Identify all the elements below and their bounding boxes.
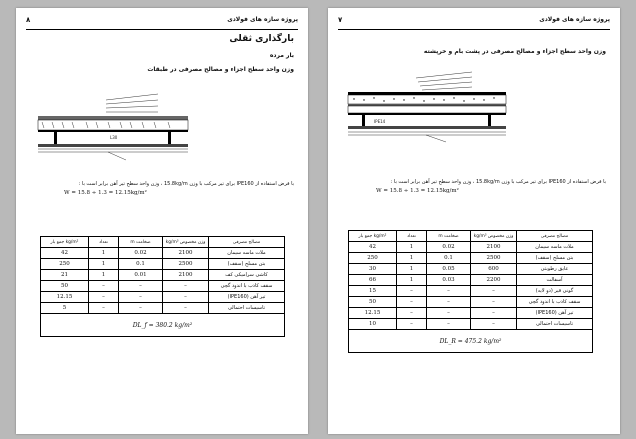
cell-material: کاشی سرامیکی کف	[209, 270, 285, 281]
cell-load: 30	[349, 264, 397, 275]
dead-load-table	[348, 230, 593, 353]
cell-thickness: 0.02	[119, 248, 163, 259]
cell-count: –	[397, 297, 427, 308]
cell-material: آسفالت	[517, 275, 593, 286]
table-row	[349, 308, 593, 319]
cell-density: 600	[471, 264, 517, 275]
cell-load: 21	[41, 270, 89, 281]
col-count: تعداد	[397, 231, 427, 242]
cell-material: سقف کاذب با اندود گچی	[517, 297, 593, 308]
col-density: وزن مخصوص kg/m³	[471, 231, 517, 242]
cell-count: –	[89, 292, 119, 303]
table-row	[349, 286, 593, 297]
cell-density: 2200	[471, 275, 517, 286]
header-rule	[338, 29, 610, 30]
cell-thickness: 0.05	[427, 264, 471, 275]
table-row	[41, 259, 285, 270]
cell-count: –	[397, 286, 427, 297]
cell-material: گونی قیر (دو لایه)	[517, 286, 593, 297]
table-row	[349, 297, 593, 308]
cell-density: 2100	[471, 242, 517, 253]
cell-thickness: –	[427, 308, 471, 319]
intro-paragraph	[64, 180, 294, 198]
cell-load: 50	[349, 297, 397, 308]
cell-density: –	[471, 286, 517, 297]
col-thickness: ضخامت m	[119, 237, 163, 248]
table-row	[41, 270, 285, 281]
table-row	[349, 319, 593, 330]
page-header	[338, 16, 610, 26]
dead-load-table	[40, 236, 285, 337]
cell-load: 15	[349, 286, 397, 297]
cell-material: سقف کاذب با اندود گچی	[209, 281, 285, 292]
cell-density: 2100	[163, 270, 209, 281]
cell-material: تیر آهن (IPE160)	[517, 308, 593, 319]
cell-material: ملات ماسه سیمان	[209, 248, 285, 259]
table-total-row	[41, 314, 285, 337]
col-density: وزن مخصوص kg/m³	[163, 237, 209, 248]
table-row	[41, 303, 285, 314]
paragraph-text: با فرض استفاده از IPE160 برای تیر مرکب با وزن 15.8kg/m ، وزن واحد سطح تیر آهن برابر است با :	[78, 181, 294, 187]
cell-load: 250	[41, 259, 89, 270]
cell-density: –	[471, 297, 517, 308]
table-row	[349, 264, 593, 275]
subheading: وزن واحد سطح اجزاء و مصالح مصرفی در پشت بام و خرپشته	[423, 48, 606, 55]
beam-weight-formula: W = 15.8 ÷ 1.3 = 12.15kg/m²	[64, 190, 147, 196]
cell-count: 1	[397, 275, 427, 286]
paragraph-text: با فرض استفاده از IPE160 برای تیر مرکب با وزن 15.8kg/m ، وزن واحد سطح تیر آهن برابر است با :	[390, 179, 606, 185]
page-number: ۸	[26, 16, 31, 24]
col-material: مصالح مصرفی	[517, 231, 593, 242]
cell-material: ملات ماسه سیمان	[517, 242, 593, 253]
cell-thickness: 0.1	[119, 259, 163, 270]
cell-load: 250	[349, 253, 397, 264]
cell-count: –	[89, 281, 119, 292]
cell-count: 1	[89, 270, 119, 281]
table-header-row	[41, 237, 285, 248]
table-header-row	[349, 231, 593, 242]
cell-thickness: 0.01	[119, 270, 163, 281]
cell-material: تاسیسات احتمالی	[209, 303, 285, 314]
beam-label: L30	[110, 135, 118, 140]
table-total-row	[349, 330, 593, 353]
cell-density: –	[163, 281, 209, 292]
cell-thickness: 0.03	[427, 275, 471, 286]
header-title: پروژه سازه های فولادی	[227, 16, 298, 23]
right-page	[328, 8, 620, 434]
table-row	[349, 253, 593, 264]
cell-thickness: –	[427, 319, 471, 330]
cell-thickness: 0.1	[427, 253, 471, 264]
beam-label: IPE14	[374, 119, 386, 124]
cell-density: –	[471, 308, 517, 319]
cell-thickness: –	[427, 297, 471, 308]
page-number: ۷	[338, 16, 343, 24]
header-title: پروژه سازه های فولادی	[539, 16, 610, 23]
cell-density: –	[471, 319, 517, 330]
header-rule	[26, 29, 298, 30]
left-page	[16, 8, 308, 434]
cell-density: 2100	[163, 248, 209, 259]
cell-density: –	[163, 292, 209, 303]
col-load: kg/m² جمع بار	[349, 231, 397, 242]
cell-density: 2500	[163, 259, 209, 270]
cell-material: بتن مسلح (سقف)	[517, 253, 593, 264]
cell-count: 1	[89, 248, 119, 259]
cell-thickness: –	[119, 281, 163, 292]
cell-load: 12.15	[41, 292, 89, 303]
cell-load: 42	[349, 242, 397, 253]
cell-load: 42	[41, 248, 89, 259]
cell-load: 5	[41, 303, 89, 314]
cell-material: تاسیسات احتمالی	[517, 319, 593, 330]
page-header	[26, 16, 298, 26]
cell-material: عایق رطوبتی	[517, 264, 593, 275]
table-row	[41, 248, 285, 259]
cell-density: 2500	[471, 253, 517, 264]
cell-thickness: –	[119, 292, 163, 303]
cell-material: بتن مسلح (سقف)	[209, 259, 285, 270]
cell-count: –	[397, 319, 427, 330]
cell-thickness: 0.02	[427, 242, 471, 253]
table-row	[41, 292, 285, 303]
table-row	[349, 275, 593, 286]
col-material: مصالح مصرفی	[209, 237, 285, 248]
cell-load: 10	[349, 319, 397, 330]
cell-count: 1	[397, 242, 427, 253]
cell-density: –	[163, 303, 209, 314]
col-thickness: ضخامت m	[427, 231, 471, 242]
roof-section-figure	[342, 66, 512, 148]
cell-count: 1	[89, 259, 119, 270]
cell-count: –	[397, 308, 427, 319]
table-row	[349, 242, 593, 253]
col-load: kg/m² جمع بار	[41, 237, 89, 248]
total-dead-load: DL_R = 475.2 kg/m²	[349, 330, 593, 353]
cell-count: 1	[397, 253, 427, 264]
cell-load: 66	[349, 275, 397, 286]
col-count: تعداد	[89, 237, 119, 248]
cell-count: –	[89, 303, 119, 314]
beam-weight-formula: W = 15.8 ÷ 1.3 = 12.15kg/m²	[376, 188, 459, 194]
intro-paragraph	[376, 178, 606, 196]
cell-load: 50	[41, 281, 89, 292]
cell-thickness: –	[119, 303, 163, 314]
subheading: وزن واحد سطح اجزاء و مصالح مصرفی در طبقات	[147, 66, 294, 73]
table-row	[41, 281, 285, 292]
chapter-title: بارگذاری ثقلی	[229, 34, 294, 44]
floor-section-figure	[28, 88, 193, 168]
cell-count: 1	[397, 264, 427, 275]
section-title: بار مرده	[269, 52, 294, 59]
total-dead-load: DL_f = 380.2 kg/m²	[41, 314, 285, 337]
cell-material: تیر آهن (IPE160)	[209, 292, 285, 303]
cell-load: 12.15	[349, 308, 397, 319]
cell-thickness: –	[427, 286, 471, 297]
